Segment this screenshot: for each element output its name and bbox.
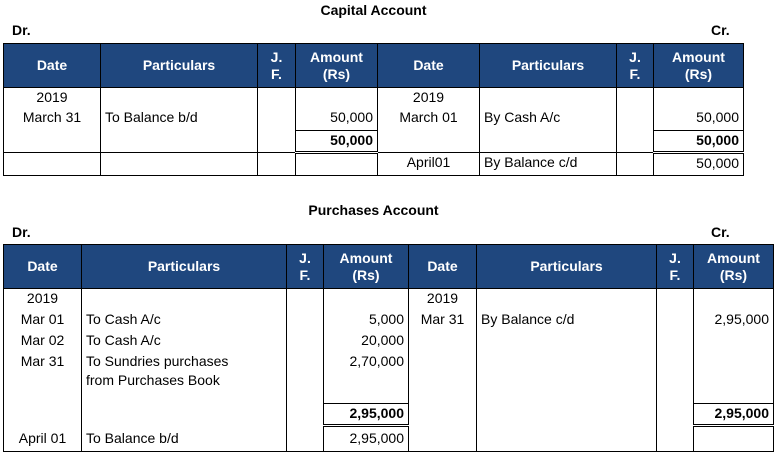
capital-dr-label: Dr.: [12, 22, 31, 38]
particulars-cell: To Balance b/d: [101, 108, 258, 131]
header-particulars: Particulars: [480, 44, 617, 88]
particulars-cell: To Cash A/c: [82, 310, 287, 331]
total-amount-cell: 2,95,000: [324, 404, 409, 426]
header-date: Date: [378, 44, 480, 88]
header-jf: J. F.: [258, 44, 296, 88]
header-date: Date: [4, 245, 82, 289]
table-row: [4, 331, 774, 352]
header-jf: J. F.: [617, 44, 654, 88]
amount-cell: 2,70,000: [324, 352, 409, 404]
table-row: [4, 352, 774, 404]
date-cell: Mar 31: [4, 352, 82, 404]
amount-cell: 2,95,000: [694, 310, 774, 331]
date-cell: March 31: [4, 108, 101, 131]
purchases-dr-label: Dr.: [12, 224, 31, 240]
purchases-ledger-table: [3, 244, 774, 452]
header-jf: J. F.: [287, 245, 324, 289]
header-date: Date: [4, 44, 101, 88]
particulars-cell: To Cash A/c: [82, 331, 287, 352]
date-cell: Mar 01: [4, 310, 82, 331]
capital-account-title: Capital Account: [320, 2, 427, 18]
total-amount-cell: 50,000: [296, 131, 378, 153]
purchases-header-row: [4, 245, 774, 289]
header-particulars: Particulars: [82, 245, 287, 289]
amount-cell: 50,000: [654, 153, 744, 176]
date-cell: April01: [378, 153, 480, 176]
header-date: Date: [409, 245, 477, 289]
date-cell: April 01: [4, 426, 82, 452]
header-jf: J. F.: [657, 245, 694, 289]
table-row: [4, 426, 774, 452]
particulars-cell: To Balance b/d: [82, 426, 287, 452]
amount-cell: 50,000: [296, 108, 378, 131]
particulars-cell: By Cash A/c: [480, 108, 617, 131]
purchases-cr-label: Cr.: [711, 224, 730, 240]
table-row: [4, 153, 744, 176]
header-amount: Amount (Rs): [296, 44, 378, 88]
table-row: [4, 289, 774, 310]
year-cell: 2019: [4, 88, 101, 108]
header-amount: Amount (Rs): [694, 245, 774, 289]
particulars-cell: By Balance c/d: [477, 310, 657, 331]
date-cell: March 01: [378, 108, 480, 131]
total-row: [4, 131, 744, 153]
capital-header-row: [4, 44, 744, 88]
header-particulars: Particulars: [101, 44, 258, 88]
table-row: [4, 88, 744, 108]
table-row: [4, 108, 744, 131]
amount-cell: 2,95,000: [324, 426, 409, 452]
year-cell: 2019: [4, 289, 82, 310]
total-amount-cell: 50,000: [654, 131, 744, 153]
date-cell: Mar 02: [4, 331, 82, 352]
table-row: [4, 310, 774, 331]
header-amount: Amount (Rs): [324, 245, 409, 289]
purchases-account-title: Purchases Account: [308, 202, 439, 218]
amount-cell: 20,000: [324, 331, 409, 352]
total-amount-cell: 2,95,000: [694, 404, 774, 426]
particulars-cell: By Balance c/d: [480, 153, 617, 176]
year-cell: 2019: [409, 289, 477, 310]
total-row: [4, 404, 774, 426]
header-particulars: Particulars: [477, 245, 657, 289]
amount-cell: 50,000: [654, 108, 744, 131]
amount-cell: 5,000: [324, 310, 409, 331]
year-cell: 2019: [378, 88, 480, 108]
header-amount: Amount (Rs): [654, 44, 744, 88]
particulars-cell: To Sundries purchases from Purchases Book: [82, 352, 287, 404]
date-cell: Mar 31: [409, 310, 477, 331]
capital-cr-label: Cr.: [711, 22, 730, 38]
capital-ledger-table: [3, 43, 744, 176]
